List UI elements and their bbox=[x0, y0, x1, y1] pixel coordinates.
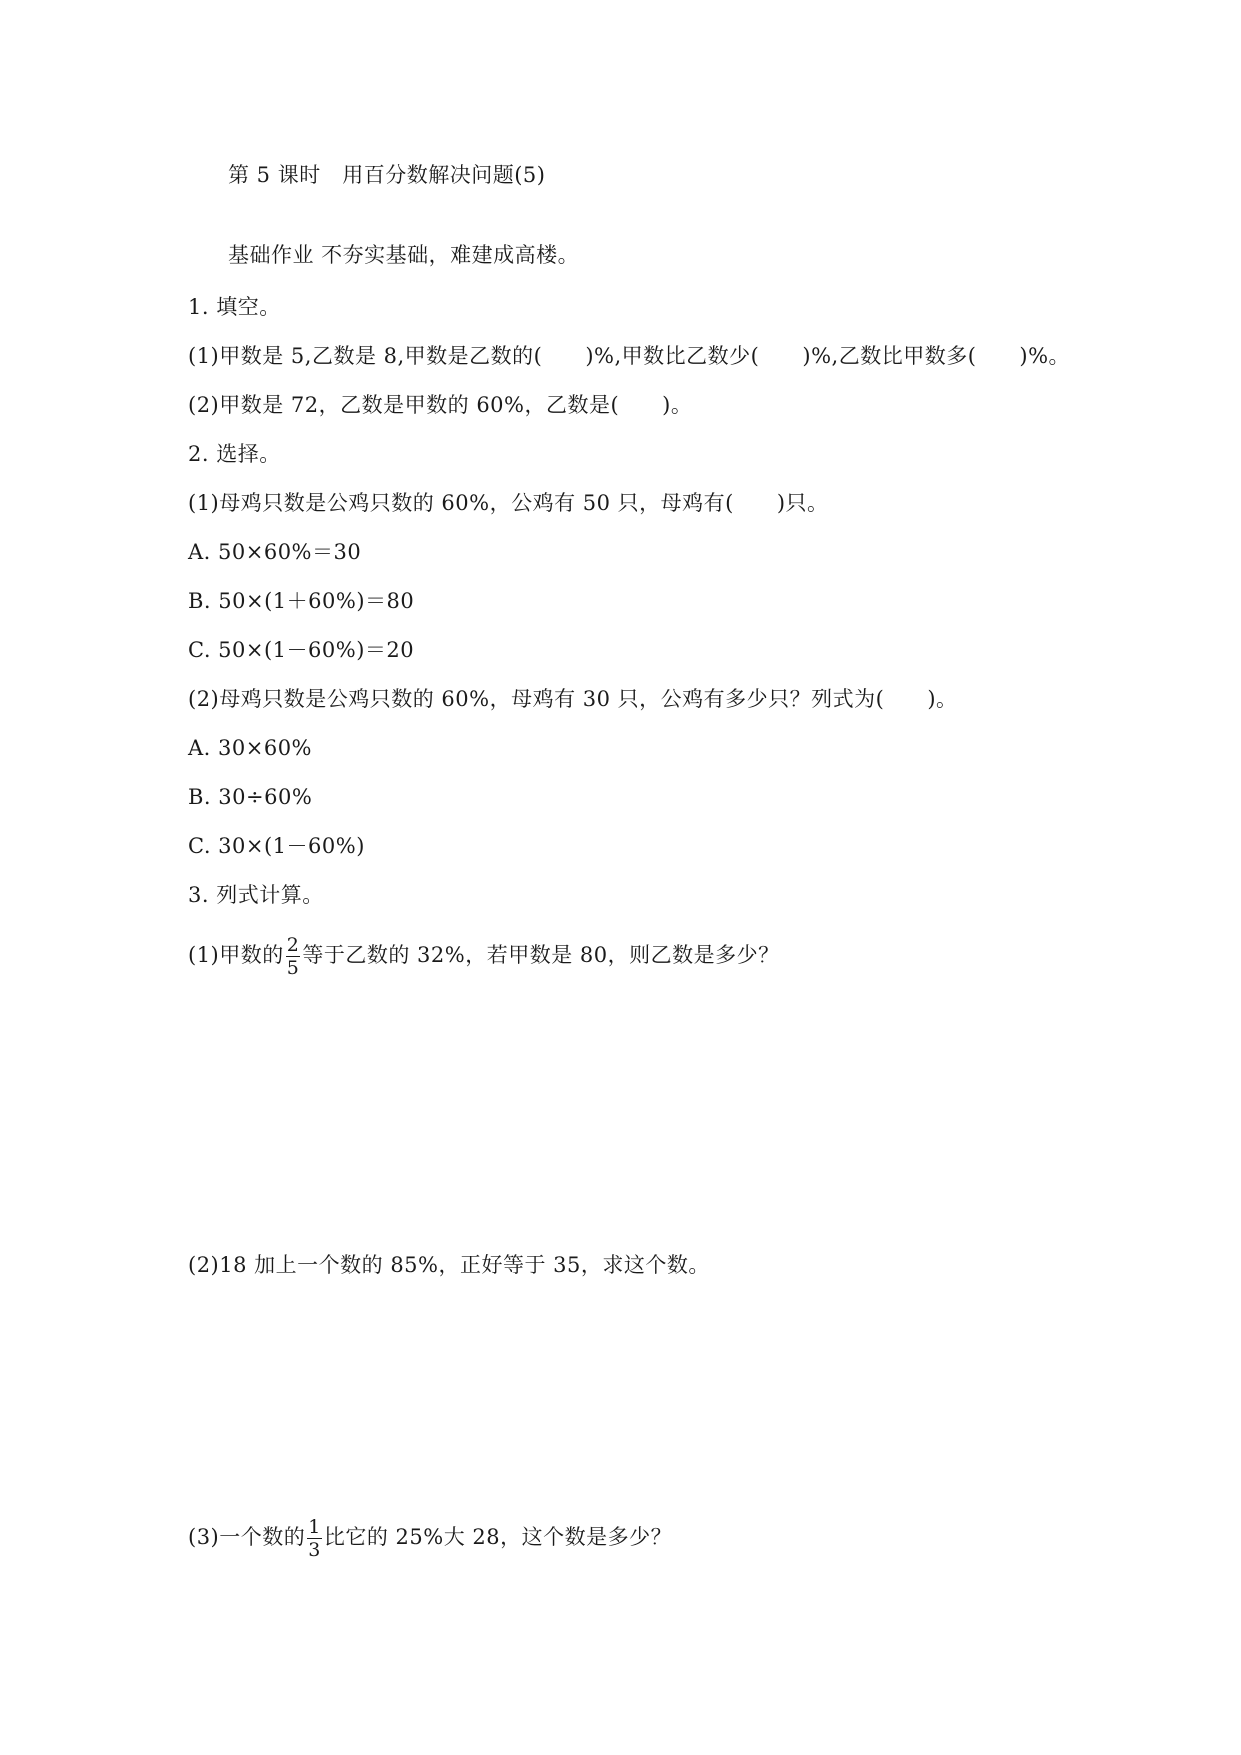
question-3-part-1 bbox=[188, 934, 780, 979]
part-1-text-before: (1)甲数的 bbox=[188, 943, 284, 967]
option-b: B. 50×(1＋60%)＝80 bbox=[188, 589, 415, 613]
fraction bbox=[307, 1516, 322, 1561]
question-1-heading: 1. 填空。 bbox=[188, 295, 281, 319]
page-title: 第 5 课时 用百分数解决问题(5) bbox=[228, 163, 546, 187]
fraction bbox=[286, 934, 301, 979]
fraction-denominator: 5 bbox=[286, 957, 300, 979]
option-c: C. 50×(1－60%)＝20 bbox=[188, 638, 415, 662]
part-3-text-after: 比它的 25%大 28，这个数是多少？ bbox=[323, 1525, 673, 1549]
section-heading: 基础作业 不夯实基础，难建成高楼。 bbox=[228, 243, 580, 267]
part-3-text-before: (3)一个数的 bbox=[188, 1525, 306, 1549]
question-3-part-2: (2)18 加上一个数的 85%，正好等于 35，求这个数。 bbox=[188, 1253, 710, 1277]
question-2-heading: 2. 选择。 bbox=[188, 442, 281, 466]
part-1-text-after: 等于乙数的 32%，若甲数是 80，则乙数是多少？ bbox=[302, 943, 780, 967]
question-1-item: (2)甲数是 72，乙数是甲数的 60%，乙数是( )。 bbox=[188, 393, 693, 417]
fraction-numerator: 2 bbox=[286, 934, 300, 956]
option-a: A. 50×60%＝30 bbox=[188, 540, 362, 564]
fraction-numerator: 1 bbox=[308, 1516, 321, 1538]
option-a: A. 30×60% bbox=[188, 736, 313, 760]
question-1-item: (1)甲数是 5,乙数是 8,甲数是乙数的( )%,甲数比乙数少( )%,乙数比甲数多( )%。 bbox=[188, 344, 1071, 368]
question-2-sub1-stem: (1)母鸡只数是公鸡只数的 60%，公鸡有 50 只，母鸡有( )只。 bbox=[188, 491, 829, 515]
question-3-heading: 3. 列式计算。 bbox=[188, 883, 324, 907]
option-c: C. 30×(1－60%) bbox=[188, 834, 365, 858]
fraction-denominator: 3 bbox=[308, 1539, 321, 1561]
question-2-sub2-stem: (2)母鸡只数是公鸡只数的 60%，母鸡有 30 只，公鸡有多少只？列式为( )。 bbox=[188, 687, 958, 711]
question-3-part-3 bbox=[188, 1516, 672, 1561]
option-b: B. 30÷60% bbox=[188, 785, 313, 809]
